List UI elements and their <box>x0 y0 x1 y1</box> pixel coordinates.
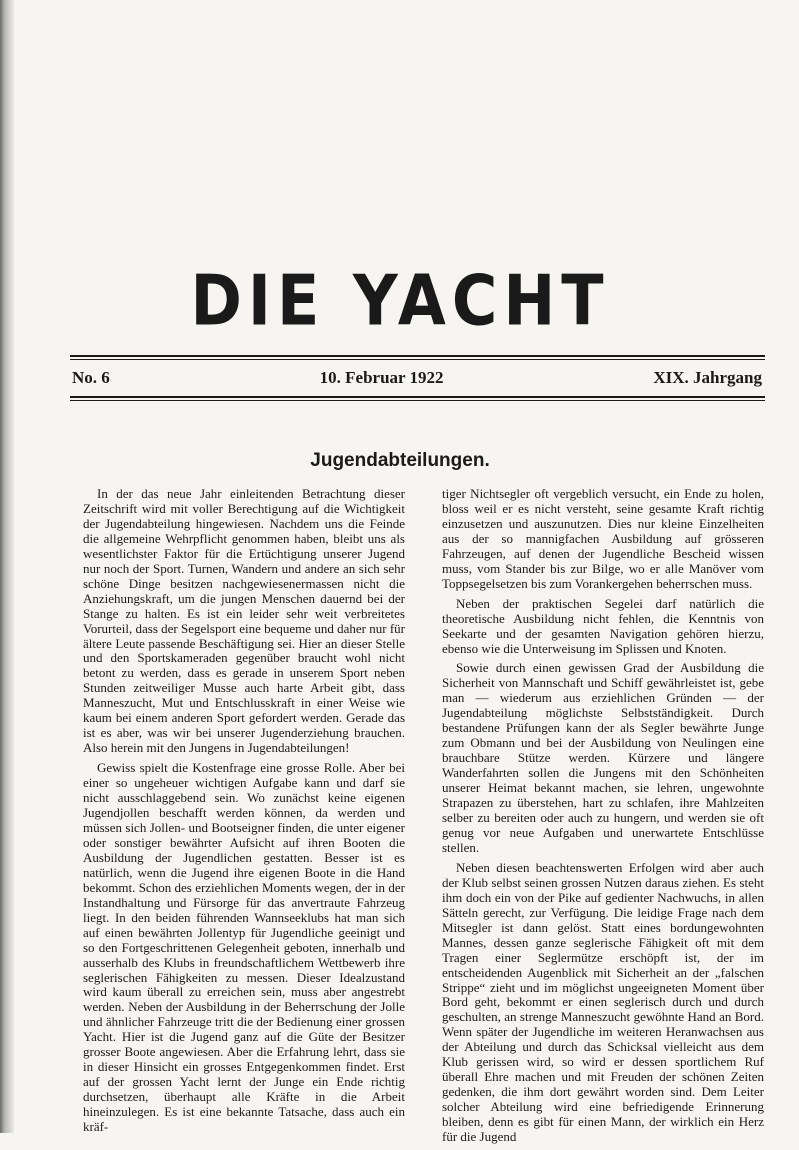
binding-shadow <box>0 0 14 1133</box>
issue-volume: XIX. Jahrgang <box>653 368 762 387</box>
paragraph: Neben der praktischen Segelei darf natürlich die theoretische Ausbildung nicht fehlen, die Kenntnis von Seekarte und der gesamten Navigation gehören hierzu, ebenso wie die Unterweisung im Splissen und Knoten. <box>442 595 764 656</box>
issue-date: 10. Februar 1922 <box>319 368 444 387</box>
paragraph: Sowie durch einen gewissen Grad der Ausbildung die Sicherheit von Mannschaft und Schiff gewährleistet ist, gebe man — wiederum aus erziehlichen Gründen — der Jugendabteilung möglichste Selbstständigkeit. Durch bestandene Prüfungen kann der als Segler bewährte Junge zum Obmann und bei der Ausbildung von Neulingen eine brauchbare Stütze werden. Kürzere und längere Wanderfahrten sollen die Jungens mit den Schönheiten unserer Heimat bekannt machen, sie lehren, ungewohnte Strapazen zu überstehen, hart zu schlafen, ihre Mahlzeiten selber zu bereiten oder auch zu hungern, und werden sie oft genug vor neue Aufgaben und unerwartete Entschlüsse stellen. <box>442 660 764 855</box>
header-rule-top <box>70 355 765 360</box>
article-title: Jugendabteilungen. <box>310 450 490 471</box>
issue-line <box>72 366 762 390</box>
paragraph: Gewiss spielt die Kostenfrage eine grosse Rolle. Aber bei einer so ungeheuer wichtigen Aufgabe kann und darf sie nicht ausschlaggebend sein. Wo zunächst keine eigenen Jugendjollen beschafft werden können, da werden und müssen sich Jollen- und Bootseigner finden, die unter eigener oder sonstiger bewährter Aufsicht auf ihren Booten die Ausbildung der Jugendlichen gestatten. Besser ist es natürlich, wenn die Jugend ihre eigenen Boote in die Hand bekommt. Schon des erziehlichen Moments wegen, der in der Instandhaltung und Fürsorge für das anvertraute Fahrzeug liegt. In den beiden führenden Wannseeklubs hat man sich auf einen bewährten Jollentyp für Jugendliche geeinigt und so den Fortgeschrittenen Gelegenheit geboten, innerhalb und ausserhalb des Klubs in freundschaftlichem Wettbewerb ihre seglerischen Fähigkeiten zu messen. Dieser Idealzustand wird kaum überall zu erreichen sein, muss aber angestrebt werden. Neben der Ausbildung in der Beherrschung der Jolle und ähnlicher Fahrzeuge tritt die der Bedienung einer grossen Yacht. Hier ist die Jugend ganz auf die Güte der Besitzer grosser Boote angewiesen. Aber die Erfahrung lehrt, dass sie in dieser Hinsicht ein grosses Entgegenkommen findet. Erst auf der grossen Yacht lernt der Junge ein Ende richtig durchsetzen, überhaupt alle Kräfte in die Arbeit hineinzulegen. Es ist eine bekannte Tatsache, dass auch ein kräf- <box>83 760 405 1135</box>
paragraph: In der das neue Jahr einleitenden Betrachtung dieser Zeitschrift wird mit voller Berechtigung auf die Wichtigkeit der Jugendabteilung hingewiesen. Nachdem uns die Feinde die allgemeine Wehrpflicht genommen haben, bleibt uns als wesentlichster Faktor für die Ertüchtigung unserer Jugend nur noch der Sport. Turnen, Wandern und andere an sich sehr schöne Dinge besitzen nachgewiesenermassen nicht die Anziehungskraft, um die jungen Menschen dauernd bei der Stange zu halten. Es ist ein leider sehr weit verbreitetes Vorurteil, dass der Segelsport eine bequeme und daher nur für ältere Leute passende Beschäftigung sei. Hier an dieser Stelle und den Sportskameraden gegenüber braucht wohl nicht betont zu werden, dass es gerade in unserem Sport neben Stunden zeitweiliger Musse auch harte Arbeit gibt, dass Manneszucht, Mut und Entschlusskraft in einer Weise wie kaum bei einem anderen Sport gefordert werden. Gerade das ist es aber, was wir bei unserer Jugenderziehung brauchen. Also herein mit den Jungens in Jugendabteilungen! <box>83 486 405 756</box>
masthead-title: DIE YACHT <box>190 259 610 342</box>
article-column-right <box>442 487 764 1150</box>
issue-number: No. 6 <box>72 368 110 387</box>
article-column-left <box>83 487 405 1140</box>
paragraph: tiger Nichtsegler oft vergeblich versucht, ein Ende zu holen, bloss weil er es nicht versteht, seine gesamte Kraft richtig einzusetzen und auszunutzen. Dies nur kleine Einzelheiten aus der so mannigfachen Ausbildung auf grösseren Fahrzeugen, auf denen der Jugendliche Bescheid wissen muss, vom Stander bis zur Bilge, wo er alle Manöver vom Toppsegelsetzen bis zum Vorankergehen beherrschen muss. <box>442 486 764 591</box>
paragraph: Neben diesen beachtenswerten Erfolgen wird aber auch der Klub selbst seinen grossen Nutzen daraus ziehen. Es steht ihm doch ein von der Pike auf gedienter Nachwuchs, in allen Sätteln gerecht, zur Verfügung. Die leidige Frage nach dem Mitsegler ist dann gelöst. Statt eines bordungewohnten Mannes, dessen ganze seglerische Fähigkeit oft mit dem Tragen einer Seglermütze erschöpft ist, der im entscheidenden Augenblick mit Sicherheit an der „falschen Strippe“ zieht und im möglichst ungeeigneten Moment über Bord geht, bekommt er einen seglerisch durch und durch geschulten, an strenge Manneszucht gewöhnte Hand an Bord. Wenn später der Jugendliche im weiteren Heranwachsen aus der Abteilung und durch das Schicksal vielleicht aus dem Klub gerissen wird, so wird er dessen sportlichem Ruf überall Ehre machen und mit Freuden der schönen Zeiten gedenken, die ihm dort gewährt worden sind. Dem Leiter solcher Abteilung wird eine befriedigende Erinnerung bleiben, denn es gibt für einen Mann, der wirklich ein Herz für die Jugend <box>442 859 764 1145</box>
header-rule-bottom <box>70 396 765 401</box>
